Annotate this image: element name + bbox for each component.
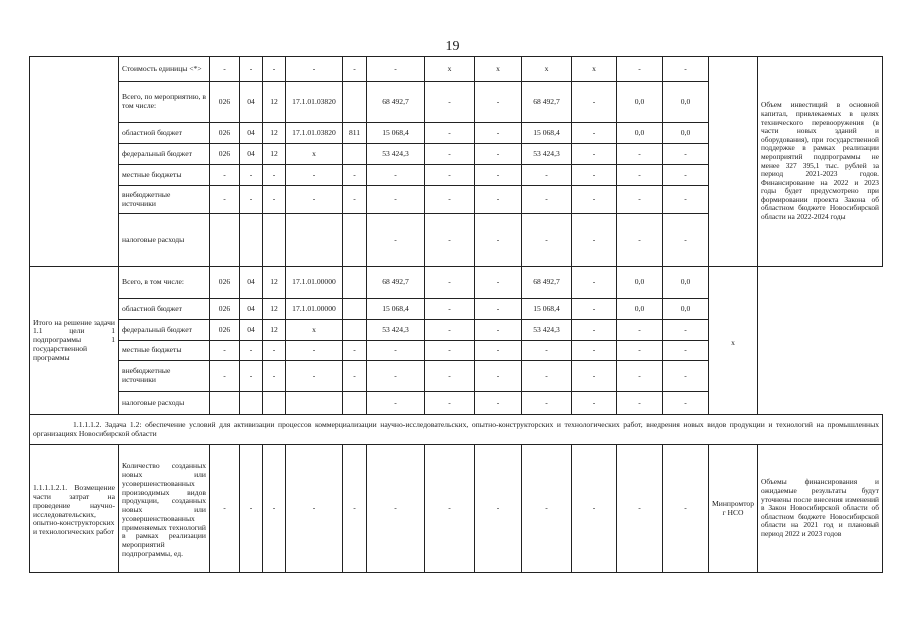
value-cell: - [663, 186, 709, 214]
csr-cell [286, 392, 343, 415]
value-cell: - [617, 214, 663, 267]
value-cell: - [617, 445, 663, 573]
value-cell: - [475, 165, 522, 186]
value-cell: - [522, 186, 572, 214]
value-cell: - [617, 165, 663, 186]
value-cell: 68 492,7 [522, 267, 572, 299]
value-cell: - [572, 392, 617, 415]
vr-cell: - [343, 165, 367, 186]
row-label: налоговые расходы [119, 214, 210, 267]
value-cell: - [475, 82, 522, 123]
value-cell: - [475, 299, 522, 320]
value-cell: - [572, 299, 617, 320]
value-cell: - [522, 392, 572, 415]
value-cell: - [425, 392, 475, 415]
value-cell: - [425, 267, 475, 299]
vr-cell [343, 320, 367, 341]
rz-cell: - [240, 186, 263, 214]
total-cell: 68 492,7 [367, 267, 425, 299]
csr-cell: - [286, 361, 343, 392]
grbs-cell: - [210, 361, 240, 392]
row-label: внебюджетные источники [119, 186, 210, 214]
task-row [30, 415, 883, 445]
value-cell: x [475, 57, 522, 82]
rz-cell [240, 392, 263, 415]
grbs-cell: 026 [210, 267, 240, 299]
unit-cost-row [30, 57, 883, 82]
value-cell: - [522, 445, 572, 573]
value-cell: - [663, 361, 709, 392]
value-cell: 15 068,4 [522, 299, 572, 320]
pr-cell: - [263, 341, 286, 361]
vr-cell [343, 299, 367, 320]
grbs-cell: - [210, 186, 240, 214]
value-cell: - [663, 165, 709, 186]
value-cell: - [572, 341, 617, 361]
rz-cell: 04 [240, 144, 263, 165]
result-note: x [709, 267, 758, 415]
value-cell: 15 068,4 [522, 123, 572, 144]
total-cell: 15 068,4 [367, 123, 425, 144]
csr-cell [286, 214, 343, 267]
value-cell: - [425, 144, 475, 165]
vr-cell [343, 214, 367, 267]
grbs-cell: - [210, 165, 240, 186]
value-cell: - [475, 320, 522, 341]
vr-cell [343, 267, 367, 299]
value-cell: 53 424,3 [522, 144, 572, 165]
value-cell: - [663, 214, 709, 267]
value-cell: - [475, 267, 522, 299]
pr-cell: 12 [263, 320, 286, 341]
value-cell: 0,0 [663, 299, 709, 320]
grbs-cell: - [210, 341, 240, 361]
program-table [29, 56, 883, 573]
csr-cell: x [286, 320, 343, 341]
value-cell: 0,0 [617, 267, 663, 299]
csr-cell: - [286, 445, 343, 573]
total-cell: - [367, 392, 425, 415]
executor-cell [709, 57, 758, 267]
total-cell: - [367, 445, 425, 573]
rz-cell: - [240, 341, 263, 361]
rz-cell: - [240, 57, 263, 82]
pr-cell [263, 214, 286, 267]
table-row [30, 267, 883, 299]
csr-cell: 17.1.01.00000 [286, 267, 343, 299]
value-cell: - [663, 341, 709, 361]
rz-cell: 04 [240, 320, 263, 341]
vr-cell: - [343, 57, 367, 82]
row-label: областной бюджет [119, 299, 210, 320]
value-cell: - [475, 341, 522, 361]
result-note: Объемы финансирования и ожидаемые результаты будут уточнены после внесения изменений в Закон Новосибирской области об областном бюджете Новосибирской области на 2021 год и плановый период 2022 и 2023 годов [758, 445, 883, 573]
pr-cell: - [263, 445, 286, 573]
row-label: федеральный бюджет [119, 320, 210, 341]
value-cell: - [425, 361, 475, 392]
row-label: Всего, в том числе: [119, 267, 210, 299]
pr-cell: 12 [263, 299, 286, 320]
row-label: местные бюджеты [119, 341, 210, 361]
pr-cell: - [263, 361, 286, 392]
value-cell: - [475, 214, 522, 267]
rz-cell: - [240, 361, 263, 392]
row-label: федеральный бюджет [119, 144, 210, 165]
result-note: Объем инвестиций в основной капитал, привлекаемых в целях технического перевооружения (в части новых зданий и оборудования), при государственной поддержке в рамках реализации мероприятий подпрограммы не менее 327 395,1 тыс. рублей за период 2021-2023 годов. Финансирование на 2022 и 2023 годы будет предусмотрено при формировании проекта Закона об областном бюджете Новосибирской области на 2022-2024 годы [758, 57, 883, 267]
executor-cell: Минпромторг НСО [709, 445, 758, 573]
value-cell: - [425, 341, 475, 361]
pr-cell: 12 [263, 267, 286, 299]
value-cell: - [425, 320, 475, 341]
value-cell: - [617, 341, 663, 361]
value-cell: - [572, 361, 617, 392]
value-cell: - [522, 214, 572, 267]
rz-cell: 04 [240, 267, 263, 299]
value-cell: 0,0 [617, 299, 663, 320]
total-cell: - [367, 165, 425, 186]
pr-cell: - [263, 186, 286, 214]
pr-cell: - [263, 57, 286, 82]
pr-cell: - [263, 165, 286, 186]
vr-cell [343, 392, 367, 415]
total-cell: 15 068,4 [367, 299, 425, 320]
task-heading-cell [30, 415, 883, 445]
csr-cell: 17.1.01.03820 [286, 123, 343, 144]
value-cell: - [572, 186, 617, 214]
task-heading: 1.1.1.1.2. Задача 1.2: обеспечение условий для активизации процессов коммерциализации научно-исследовательских, опытно-конструкторских и технологических работ, внедрения новых видов продукции и технологий на промышленных организациях Новосибирской области [33, 419, 879, 438]
row-label: Всего, по мероприятию, в том числе: [119, 82, 210, 123]
value-cell: - [572, 165, 617, 186]
vr-cell [343, 144, 367, 165]
vr-cell: - [343, 445, 367, 573]
rz-cell: 04 [240, 123, 263, 144]
value-cell: - [572, 82, 617, 123]
value-cell: - [522, 341, 572, 361]
rz-cell: 04 [240, 299, 263, 320]
value-cell: - [572, 123, 617, 144]
indicator-label: Количество созданных новых или усовершенствованных производимых видов продукции, созданных новых или усовершенствованных применяемых технологий в рамках реализации мероприятий подпрограммы, ед. [119, 445, 210, 573]
value-cell: 0,0 [663, 82, 709, 123]
row-label: областной бюджет [119, 123, 210, 144]
rz-cell: 04 [240, 82, 263, 123]
value-cell: 53 424,3 [522, 320, 572, 341]
value-cell: - [617, 320, 663, 341]
pr-cell: 12 [263, 82, 286, 123]
value-cell: - [663, 144, 709, 165]
value-cell: - [425, 165, 475, 186]
grbs-cell: - [210, 57, 240, 82]
value-cell: 0,0 [663, 267, 709, 299]
value-cell: - [475, 392, 522, 415]
csr-cell: - [286, 57, 343, 82]
vr-cell: - [343, 186, 367, 214]
grbs-cell: 026 [210, 299, 240, 320]
value-cell: x [572, 57, 617, 82]
value-cell: - [572, 267, 617, 299]
value-cell: - [617, 144, 663, 165]
value-cell: - [425, 123, 475, 144]
subtotal-title: Итого на решение задачи 1.1 цели 1 подпрограммы 1 государственной программы [30, 267, 119, 415]
grbs-cell [210, 214, 240, 267]
grbs-cell: 026 [210, 320, 240, 341]
measure-title-cell [30, 57, 119, 267]
total-cell: - [367, 57, 425, 82]
vr-cell: 811 [343, 123, 367, 144]
page-number: 19 [445, 39, 460, 54]
csr-cell: - [286, 186, 343, 214]
total-cell: - [367, 361, 425, 392]
value-cell: - [663, 57, 709, 82]
rz-cell: - [240, 165, 263, 186]
value-cell: 68 492,7 [522, 82, 572, 123]
rz-cell: - [240, 445, 263, 573]
value-cell: - [663, 445, 709, 573]
total-cell: 53 424,3 [367, 144, 425, 165]
value-cell: - [617, 186, 663, 214]
value-cell: x [522, 57, 572, 82]
measure-title: 1.1.1.1.2.1. Возмещение части затрат на проведение научно-исследовательских, опытно-конструкторских и технологических работ [30, 445, 119, 573]
vr-cell [343, 82, 367, 123]
value-cell: - [425, 299, 475, 320]
grbs-cell: 026 [210, 82, 240, 123]
value-cell: - [572, 320, 617, 341]
total-cell: 53 424,3 [367, 320, 425, 341]
row-label: внебюджетные источники [119, 361, 210, 392]
value-cell: - [617, 361, 663, 392]
grbs-cell: 026 [210, 123, 240, 144]
vr-cell: - [343, 361, 367, 392]
row-label: местные бюджеты [119, 165, 210, 186]
value-cell: - [425, 445, 475, 573]
csr-cell: x [286, 144, 343, 165]
value-cell: - [617, 392, 663, 415]
pr-cell: 12 [263, 144, 286, 165]
grbs-cell: 026 [210, 144, 240, 165]
value-cell: - [425, 82, 475, 123]
grbs-cell: - [210, 445, 240, 573]
value-cell: - [572, 445, 617, 573]
value-cell: - [663, 320, 709, 341]
value-cell: 0,0 [617, 123, 663, 144]
value-cell: - [475, 445, 522, 573]
pr-cell [263, 392, 286, 415]
value-cell: - [425, 214, 475, 267]
value-cell: x [425, 57, 475, 82]
value-cell: - [522, 361, 572, 392]
vr-cell: - [343, 341, 367, 361]
value-cell: - [572, 214, 617, 267]
value-cell: - [475, 123, 522, 144]
row-label: налоговые расходы [119, 392, 210, 415]
pr-cell: 12 [263, 123, 286, 144]
total-cell: - [367, 214, 425, 267]
csr-cell: - [286, 341, 343, 361]
value-cell: 0,0 [617, 82, 663, 123]
value-cell: - [617, 57, 663, 82]
value-cell: - [425, 186, 475, 214]
total-cell: - [367, 186, 425, 214]
value-cell: - [663, 392, 709, 415]
total-cell: 68 492,7 [367, 82, 425, 123]
csr-cell: 17.1.01.03820 [286, 82, 343, 123]
csr-cell: - [286, 165, 343, 186]
value-cell: - [475, 186, 522, 214]
csr-cell: 17.1.01.00000 [286, 299, 343, 320]
value-cell: - [572, 144, 617, 165]
table-row [30, 445, 883, 573]
value-cell: - [475, 144, 522, 165]
value-cell: - [522, 165, 572, 186]
total-cell: - [367, 341, 425, 361]
rz-cell [240, 214, 263, 267]
row-label: Стоимость единицы <*> [119, 57, 210, 82]
value-cell: 0,0 [663, 123, 709, 144]
grbs-cell [210, 392, 240, 415]
value-cell: - [475, 361, 522, 392]
